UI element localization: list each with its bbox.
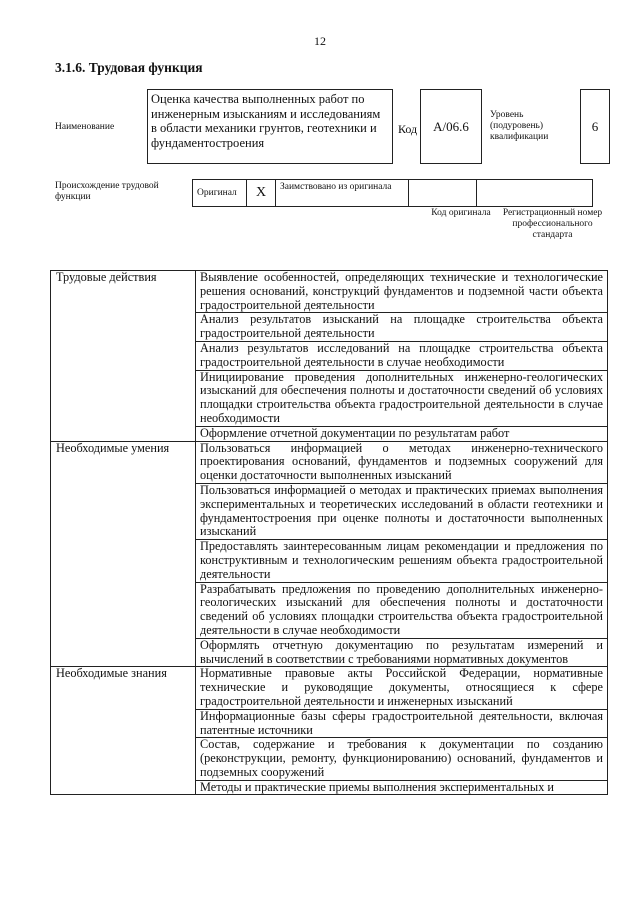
table-cell: Пользоваться информацией о методах инженерно-технического проектирования оснований, фундаментов и подземных сооружений для оценки достаточности выполненных изысканий — [196, 441, 608, 483]
table-cell: Выявление особенностей, определяющих технические и технологические решения оснований, конструкций фундаментов и подземной части объекта градостроительной деятельности — [196, 271, 608, 313]
table-cell: Нормативные правовые акты Российской Федерации, нормативные технические и руководящие документы, относящиеся к сфере градостроительной деятельности и инженерных изысканий — [196, 667, 608, 709]
code-value: А/06.6 — [420, 89, 482, 164]
section-title: 3.1.6. Трудовая функция — [55, 60, 203, 75]
page-number: 12 — [314, 34, 326, 48]
table-cell: Оформлять отчетную документацию по результатам измерений и вычислений в соответствии с требованиями нормативных документов — [196, 638, 608, 667]
table-cell: Предоставлять заинтересованным лицам рекомендации и предложения по конструктивным и технологическим решениям объекта градостроительной деятельности — [196, 540, 608, 582]
registration-number-caption: Регистрационный номер профессионального стандарта — [502, 208, 603, 240]
borrowed-cell: Заимствовано из оригинала — [276, 180, 409, 207]
table-row — [51, 667, 608, 709]
original-code-caption: Код оригинала — [431, 208, 491, 218]
table-row — [51, 441, 608, 483]
level-label: Уровень (подуровень) квалификации — [490, 110, 549, 142]
row-head-skills: Необходимые умения — [51, 441, 196, 667]
table-cell: Состав, содержание и требования к документации по созданию (реконструкции, ремонту, функционированию) оснований, фундаментов и подземных сооружений — [196, 738, 608, 780]
table-row — [51, 271, 608, 313]
row-head-labor-actions: Трудовые действия — [51, 271, 196, 442]
original-code-cell — [409, 180, 477, 207]
table-cell: Разрабатывать предложения по проведению дополнительных инженерно-геологических изысканий для обеспечения полноты и достаточности сведений об условиях площадки строительства объекта градостроительной деятельности в случае необходимости — [196, 582, 608, 638]
original-cell: Оригинал — [193, 180, 247, 207]
row-head-knowledge: Необходимые знания — [51, 667, 196, 795]
registration-number-cell — [477, 180, 593, 207]
table-cell: Информационные базы сферы градостроительной деятельности, включая патентные источники — [196, 709, 608, 738]
code-label: Код — [398, 122, 418, 136]
table-cell: Анализ результатов исследований на площадке строительства объекта градостроительной деятельности в случае необходимости — [196, 341, 608, 370]
original-mark: X — [247, 180, 276, 207]
name-label: Наименование — [55, 122, 115, 132]
function-name-value: Оценка качества выполненных работ по инженерным изысканиям и исследованиям в области механики грунтов, геотехники и фундаментостроения — [147, 89, 393, 164]
function-details-table — [50, 270, 608, 795]
level-value: 6 — [580, 89, 610, 164]
table-cell: Пользоваться информацией о методах и практических приемах выполнения экспериментальных и теоретических исследований в области геотехники и фундаментостроения при оценке полноты и достаточности выполненных изысканий — [196, 483, 608, 539]
table-cell: Методы и практические приемы выполнения экспериментальных и — [196, 780, 608, 795]
origin-label: Происхождение трудовой функции — [55, 181, 159, 202]
origin-table — [192, 179, 593, 207]
table-cell: Анализ результатов изысканий на площадке строительства объекта градостроительной деятельности — [196, 313, 608, 342]
table-cell: Инициирование проведения дополнительных инженерно-геологических изысканий для обеспечения полноты и достаточности сведений об условиях площадки строительства объекта градостроительной деятельности в случае необходимости — [196, 370, 608, 426]
table-cell: Оформление отчетной документации по результатам работ — [196, 426, 608, 441]
